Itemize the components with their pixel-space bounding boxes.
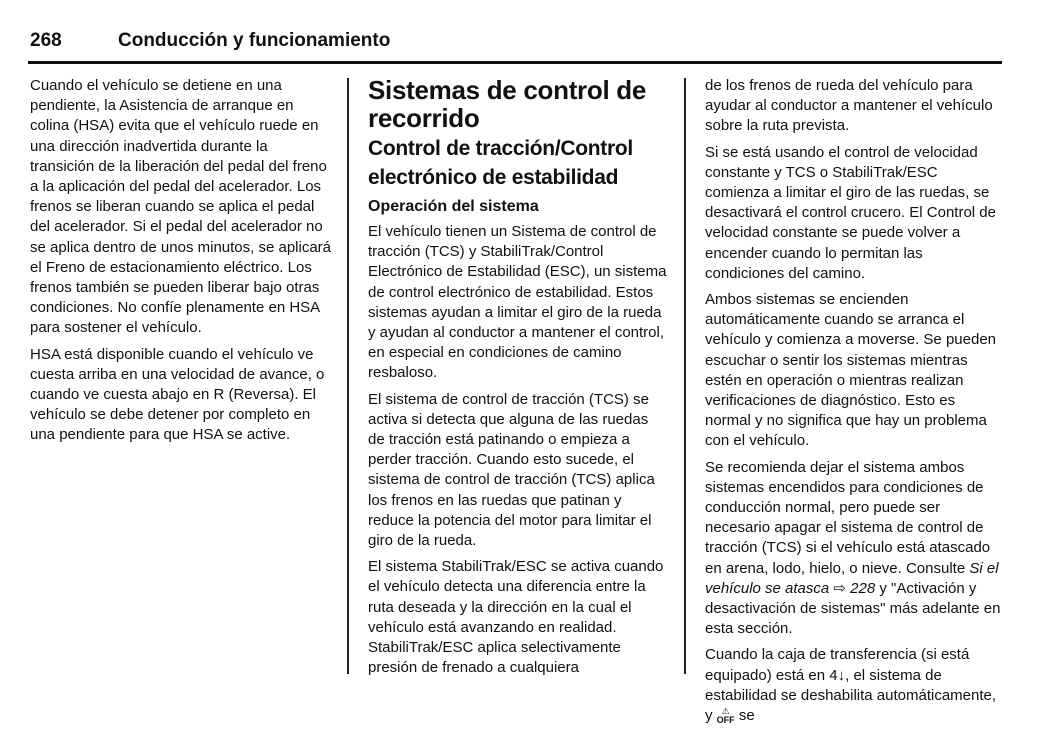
transfer-case-end: se (738, 707, 755, 725)
recommendation-text: Se recomienda dejar el sistema ambos sistemas encendidos para condiciones de conducción normal, pero puede ser necesario apagar el sistema de control de tracción (TCS) si el vehículo está atascado en arena, lodo, hielo, o nieve. Consulte (705, 458, 991, 577)
section-heading: Sistemas de control de recorrido (368, 75, 647, 133)
recommendation-paragraph (705, 458, 1005, 640)
tcs-esc-paragraph: El vehículo tienen un Sistema de control de tracción (TCS) y StabiliTrak/Control Electrónico de Estabilidad (ESC), un sistema de control electrónico de estabilidad. Estos sistemas ayudan a limitar el giro de la rueda y ayudan al conductor a mantener el control, en especial en condiciones de camino resbaloso. (368, 223, 667, 382)
tcs-paragraph: El sistema de control de tracción (TCS) se activa si detecta que alguna de las ruedas de tracción está patinando o empieza a perder tracción. Cuando esto sucede, el sistema de control de tracción (TCS) aplica los frenos en las ruedas que patinan y reduce la potencia del motor para limitar el giro de la rueda. (368, 390, 655, 550)
header-rule (28, 61, 1002, 64)
column-divider-2 (684, 78, 686, 674)
stabilitrak-paragraph: El sistema StabiliTrak/ESC se activa cuando el vehículo detecta una diferencia entre la ruta deseada y la dirección en la cual el vehículo está avanzando en realidad. StabiliTrak/ESC aplica selectivamente presión de frenado a cualquiera (368, 558, 664, 677)
running-title: Conducción y funcionamiento (118, 30, 391, 51)
arrow-right-icon: ⇨ (833, 579, 846, 597)
continued-paragraph: de los frenos de rueda del vehículo para ayudar al conductor a mantener el vehículo sobre la ruta prevista. (705, 77, 993, 135)
recommendation-tail: y "Activación y desactivación de sistemas" más adelante en esta sección. (705, 579, 1001, 638)
stabilitrak-off-label: OFF (716, 715, 735, 726)
cruise-control-paragraph: Si se está usando el control de velocidad constante y TCS o StabiliTrak/ESC comienza a limitar el giro de las ruedas, se desactivará el control crucero. El Control de velocidad constante se puede volver a encender cuando lo permitan las condiciones del camino. (705, 143, 996, 282)
column-3 (705, 76, 1005, 732)
column-1 (30, 76, 332, 452)
low-range-arrow-icon: ↓ (837, 666, 846, 684)
stuck-vehicle-page[interactable]: 228 (850, 579, 876, 597)
page-header (30, 30, 1002, 62)
stabilitrak-off-icon (717, 707, 735, 725)
transfer-case-text: Cuando la caja de transferencia (si está equipado) está en 4 (705, 646, 970, 684)
hsa-paragraph-2: HSA está disponible cuando el vehículo ve cuesta arriba en una velocidad de avance, o cuando ve cuesta abajo en R (Reversa). El vehículo se debe detener por completo en una pendiente para que HSA se active. (30, 345, 325, 444)
minor-heading: Operación del sistema (368, 198, 539, 215)
transfer-case-paragraph (705, 645, 1005, 726)
systems-on-paragraph: Ambos sistemas se encienden automáticamente cuando se arranca el vehículo y comienza a moverse. Se pueden escuchar o sentir los sistemas mientras estén en operación o mientras realizan verificaciones de diagnóstico. Esto es normal y no significa que hay un problema con el vehículo. (705, 291, 996, 450)
stuck-vehicle-link-text[interactable]: Si el vehículo se atasca (705, 559, 999, 597)
transfer-case-mid: , el sistema de estabilidad se deshabilita automáticamente, y (705, 666, 997, 725)
column-divider-1 (347, 78, 349, 674)
page-number: 268 (30, 30, 62, 51)
column-2 (368, 76, 668, 684)
stabilitrak-off-symbol: ⚠ (721, 706, 730, 717)
hsa-paragraph-1: Cuando el vehículo se detiene en una pendiente, la Asistencia de arranque en colina (HSA) evita que el vehículo ruede en una dirección inadvertida durante la transición de la liberación del pedal del freno a la aplicación del pedal del acelerador. Los frenos se liberan cuando se aplica el pedal del acelerador. Si el pedal del acelerador no se aplica dentro de unos minutos, se aplicará el Freno de estacionamiento eléctrico. Los frenos también se pueden liberar bajo otras condiciones. No confíe plenamente en HSA para sostener el vehículo. (30, 77, 332, 337)
subsection-heading: Control de tracción/Control electrónico de estabilidad (368, 137, 633, 189)
